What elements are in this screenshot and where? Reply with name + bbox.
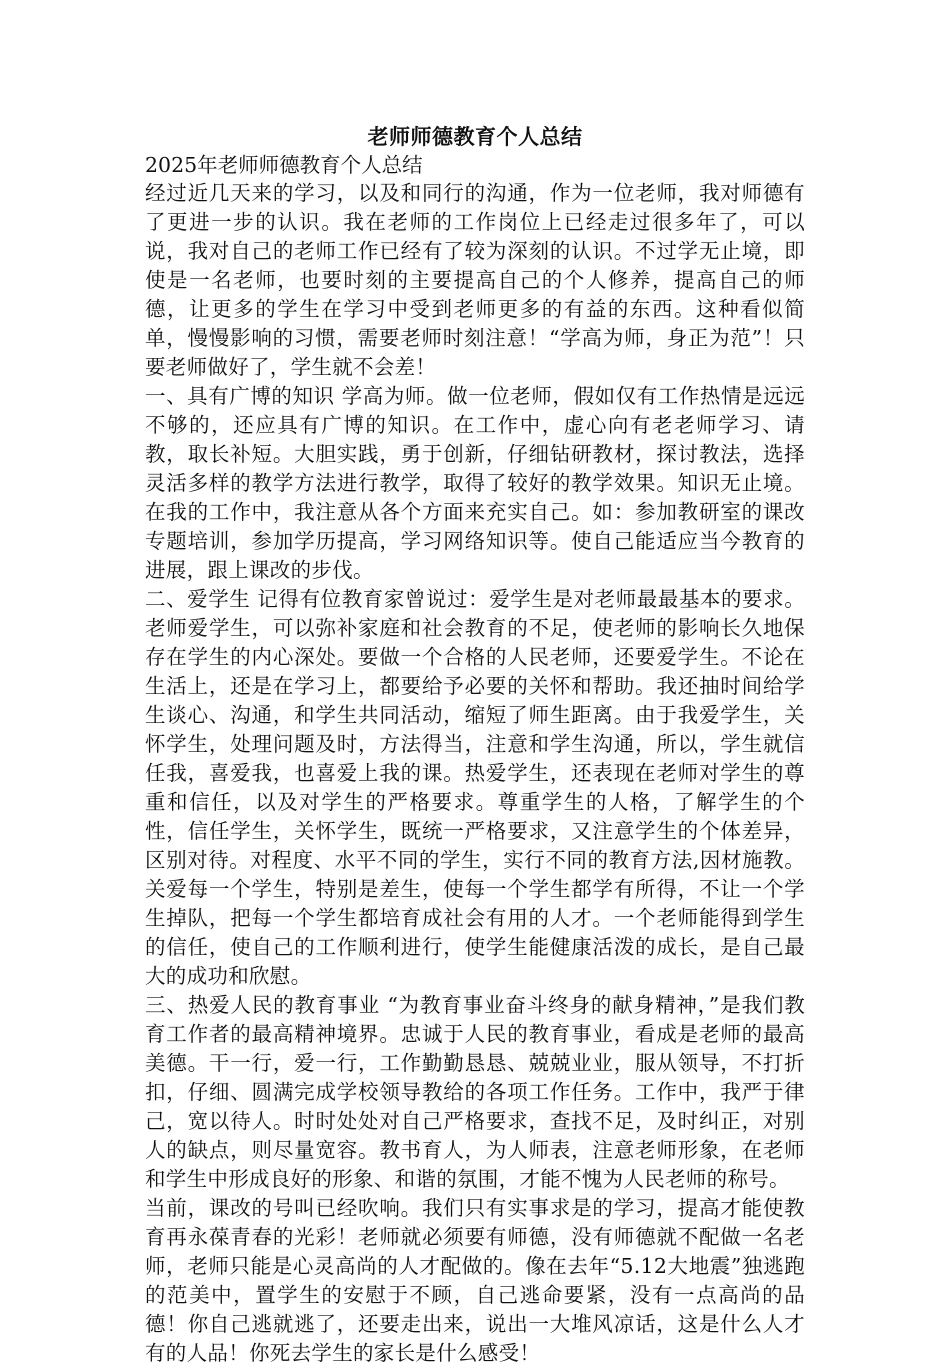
document-title: 老师师德教育个人总结: [367, 124, 583, 149]
document-subtitle: 2025年老师师德教育个人总结: [145, 153, 423, 177]
paragraph-education-career: 三、热爱人民的教育事业 “为教育事业奋斗终身的献身精神，”是我们教育工作者的最高精神境界。忠诚于人民的教育事业，看成是老师的最高美德。干一行，爱一行，工作勤勤恳恳、兢兢业业，服从领导，不打折扣，仔细、圆满完成学校领导教给的各项工作任务。工作中，我严于律己，宽以待人。时时处处对自己严格要求，查找不足，及时纠正，对别人的缺点，则尽量宽容。教书育人，为人师表，注意老师形象，在老师和学生中形成良好的形象、和谐的氛围，才能不愧为人民老师的称号。: [145, 993, 805, 1191]
document-page: [145, 122, 805, 1368]
paragraph-conclusion: 当前，课改的号叫已经吹响。我们只有实事求是的学习，提高才能使教育再永葆青春的光彩！老师就必须要有师德，没有师德就不配做一名老师，老师只能是心灵高尚的人才配做的。像在去年“5.12大地震”独逃跑的范美中，置学生的安慰于不顾，自己逃命要紧，没有一点高尚的品德！你自己逃就逃了，还要走出来，说出一大堆风凉话，这是什么人才有的人品！你死去学生的家长是什么感受！: [145, 1196, 805, 1365]
paragraph-love-students: 二、爱学生 记得有位教育家曾说过：爱学生是对老师最最基本的要求。老师爱学生，可以弥补家庭和社会教育的不足，使老师的影响长久地保存在学生的内心深处。要做一个合格的人民老师，还要爱学生。不论在生活上，还是在学习上，都要给予必要的关怀和帮助。我还抽时间给学生谈心、沟通，和学生共同活动，缩短了师生距离。由于我爱学生，关怀学生，处理问题及时，方法得当，注意和学生沟通，所以，学生就信任我，喜爱我，也喜爱上我的课。热爱学生，还表现在老师对学生的尊重和信任，以及对学生的严格要求。尊重学生的人格，了解学生的个性，信任学生，关怀学生，既统一严格要求，又注意学生的个体差异，区别对待。对程度、水平不同的学生，实行不同的教育方法,因材施教。关爱每一个学生，特别是差生，使每一个学生都学有所得，不让一个学生掉队，把每一个学生都培育成社会有用的人才。一个老师能得到学生的信任，使自己的工作顺利进行，使学生能健康活泼的成长，是自己最大的成功和欣慰。: [145, 587, 805, 988]
paragraph-knowledge: 一、具有广博的知识 学高为师。做一位老师，假如仅有工作热情是远远不够的，还应具有广博的知识。在工作中，虚心向有老老师学习、请教，取长补短。大胆实践，勇于创新，仔细钻研教材，探讨教法，选择灵活多样的教学方法进行教学，取得了较好的教学效果。知识无止境。在我的工作中，我注意从各个方面来充实自己。如：参加教研室的课改专题培训，参加学历提高，学习网络知识等。使自己能适应当今教育的进展，跟上课改的步伐。: [145, 384, 805, 582]
paragraph-intro: 经过近几天来的学习，以及和同行的沟通，作为一位老师，我对师德有了更进一步的认识。我在老师的工作岗位上已经走过很多年了，可以说，我对自己的老师工作已经有了较为深刻的认识。不过学无止境，即使是一名老师，也要时刻的主要提高自己的个人修养，提高自己的师德，让更多的学生在学习中受到老师更多的有益的东西。这种看似简单，慢慢影响的习惯，需要老师时刻注意！“学高为师，身正为范”！只要老师做好了，学生就不会差！: [145, 181, 805, 379]
